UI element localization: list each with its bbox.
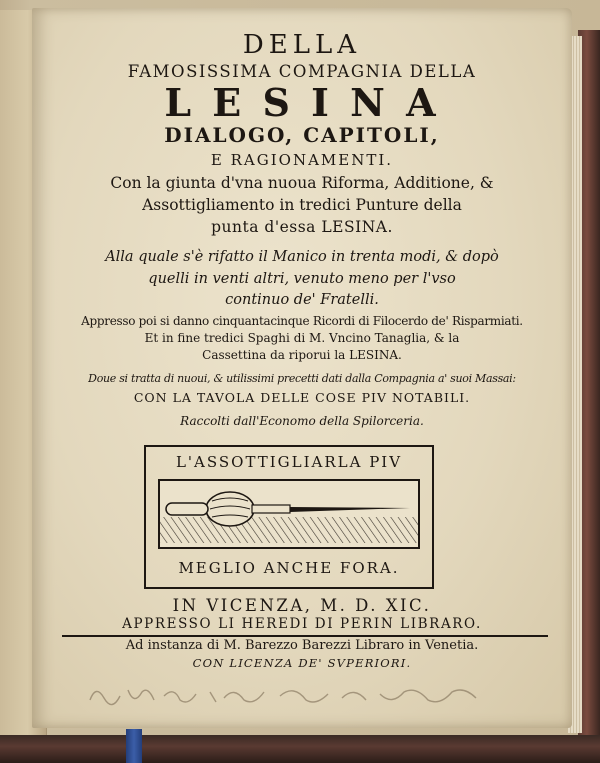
title-ragionamenti: E RAGIONAMENTI. (210, 151, 394, 169)
title-dialogo: DIALOGO, CAPITOLI, (164, 123, 440, 147)
subtitle-punta: punta d'essa LESINA. (211, 218, 393, 236)
awl-icon (160, 481, 418, 543)
subtitle-ricordi: Appresso poi si danno cinquantacinque Ricordi di Filocerdo de' Risparmiati. (81, 314, 523, 328)
subtitle-cassettina: Cassettina da riporui la LESINA. (202, 348, 402, 362)
subtitle-manico: Alla quale s'è rifatto il Manico in trenta modi, & dopò (105, 249, 499, 265)
subtitle-spaghi: Et in fine tredici Spaghi di M. Vncino Tanaglia, & la (144, 331, 460, 345)
title-della: DELLA (242, 30, 362, 60)
imprint-printer: APPRESSO LI HEREDI DI PERIN LIBRARO. (122, 616, 482, 632)
imprint-rule (62, 635, 548, 637)
handwritten-annotation (84, 676, 504, 716)
bookmark-ribbon (126, 729, 142, 763)
subtitle-fratelli: continuo de' Fratelli. (225, 292, 379, 308)
subtitle-assottigliamento: Assottigliamento in tredici Punture della (142, 196, 462, 214)
subtitle-tavola: CON LA TAVOLA DELLE COSE PIV NOTABILI. (133, 390, 471, 405)
woodcut-emblem (144, 445, 434, 589)
book-cover-bottom (0, 735, 600, 763)
title-lesina: L E S I N A (164, 80, 440, 125)
title-famosissima: FAMOSISSIMA COMPAGNIA DELLA (127, 62, 477, 81)
subtitle-precetti: Doue si tratta di nuoui, & utilissimi precetti dati dalla Compagnia a' suoi Massai: (88, 372, 516, 385)
subtitle-venti: quelli in venti altri, venuto meno per l'vso (148, 271, 456, 287)
title-page (32, 8, 572, 728)
imprint-place: IN VICENZA, M. D. XIC. (172, 596, 432, 615)
imprint-license: CON LICENZA DE' SVPERIORI. (192, 656, 412, 670)
imprint-instance: Ad instanza di M. Barezzo Barezzi Libraro in Venetia. (125, 638, 479, 653)
woodcut-motto-top: L'ASSOTTIGLIARLA PIV (175, 453, 403, 471)
woodcut-awl-picture (158, 479, 420, 549)
subtitle-raccolti: Raccolti dall'Economo della Spilorceria. (180, 414, 424, 428)
woodcut-motto-bottom: MEGLIO ANCHE FORA. (178, 559, 400, 577)
subtitle-giunta: Con la giunta d'vna nuoua Riforma, Additione, & (110, 174, 494, 192)
